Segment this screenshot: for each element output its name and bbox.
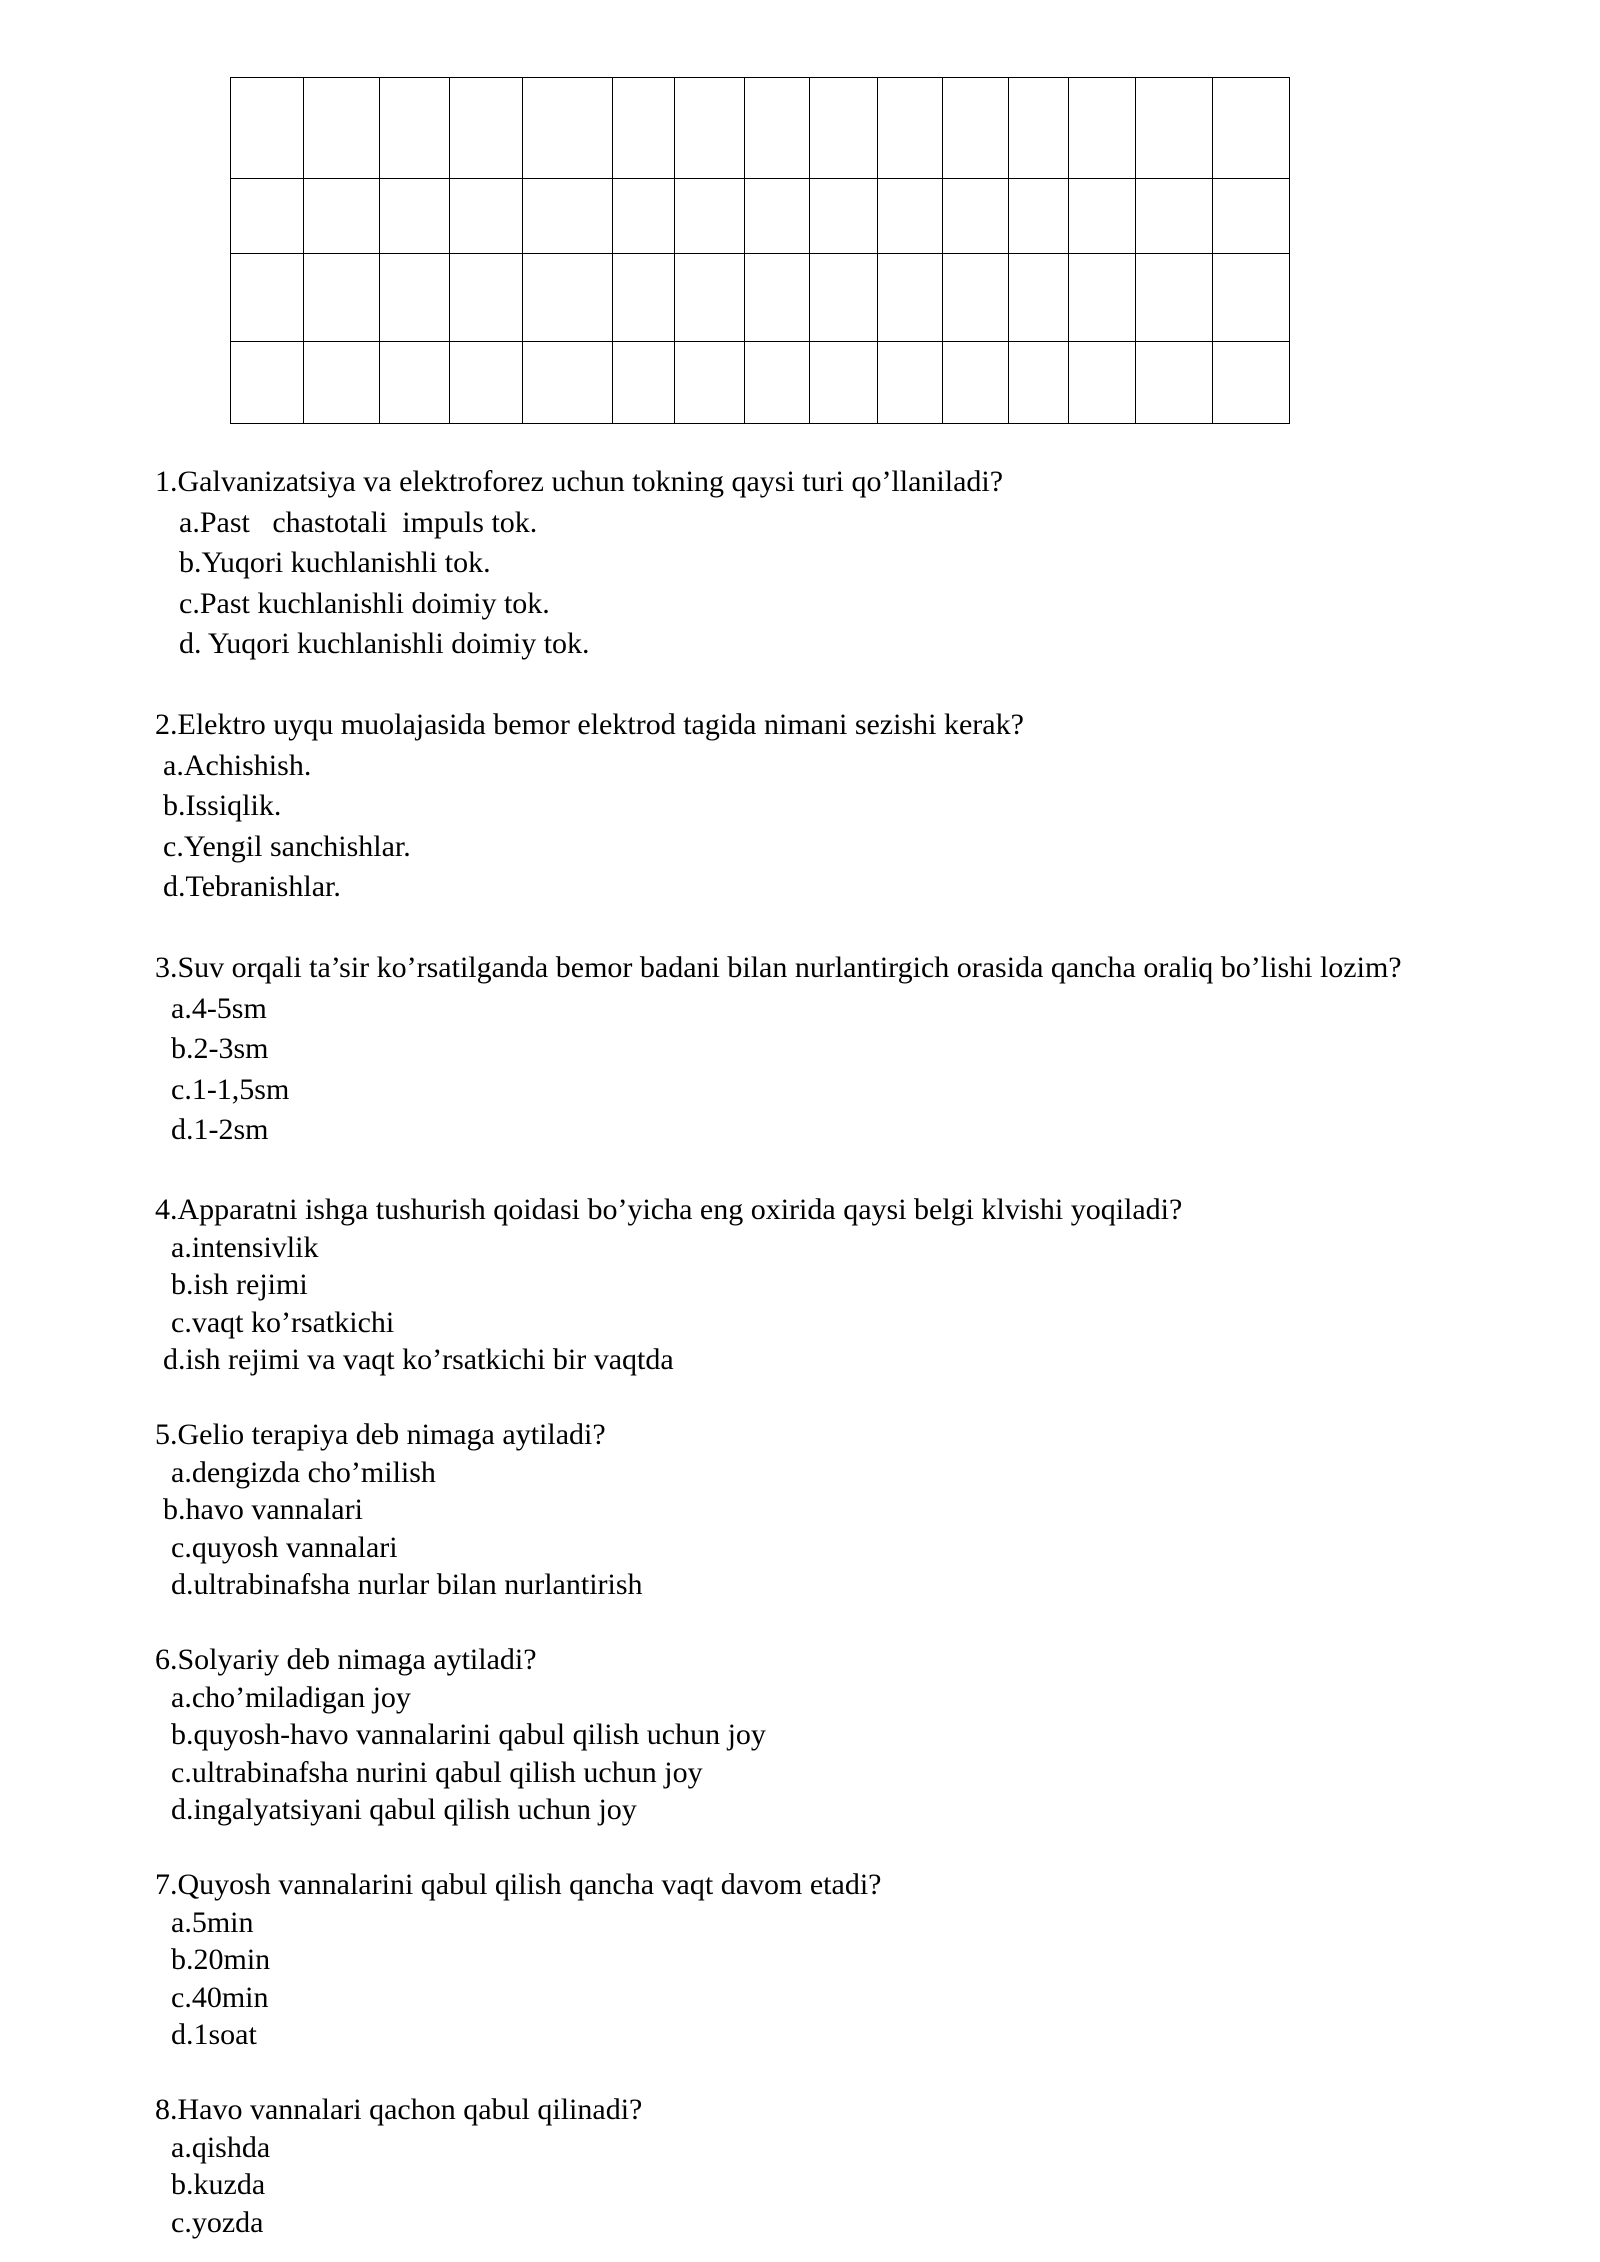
grid-cell	[810, 254, 878, 342]
grid-cell	[613, 179, 675, 254]
option-a: a.4-5sm	[171, 991, 267, 1025]
grid-cell	[878, 342, 943, 424]
question-text: 2.Elektro uyqu muolajasida bemor elektrod tagida nimani sezishi kerak?	[155, 708, 1024, 741]
grid-cell	[450, 254, 523, 342]
grid-cell	[1009, 342, 1069, 424]
grid-cell	[943, 342, 1009, 424]
option-d: d.Tebranishlar.	[163, 870, 341, 903]
question-4	[155, 1191, 1595, 1379]
grid-cell	[1069, 342, 1136, 424]
option-d: d.ultrabinafsha nurlar bilan nurlantirish	[171, 1568, 643, 1601]
question-6	[155, 1641, 1595, 1829]
grid-row	[231, 78, 1290, 179]
grid-cell	[613, 342, 675, 424]
question-8	[155, 2091, 1595, 2241]
grid-cell	[1009, 78, 1069, 179]
grid-row	[231, 342, 1290, 424]
grid-cell	[943, 179, 1009, 254]
grid-cell	[304, 254, 380, 342]
grid-cell	[1069, 254, 1136, 342]
option-c: c.Past kuchlanishli doimiy tok.	[179, 586, 550, 620]
grid-row	[231, 179, 1290, 254]
question-text: 8.Havo vannalari qachon qabul qilinadi?	[155, 2093, 643, 2126]
option-d: d. Yuqori kuchlanishli doimiy tok.	[179, 627, 590, 660]
grid-cell	[380, 179, 450, 254]
option-a: a.dengizda cho’milish	[171, 1455, 436, 1489]
option-a: a.cho’miladigan joy	[171, 1680, 411, 1714]
grid-cell	[878, 254, 943, 342]
option-a: a.5min	[171, 1905, 254, 1939]
grid-cell	[380, 254, 450, 342]
grid-cell	[231, 342, 304, 424]
option-b: b.quyosh-havo vannalarini qabul qilish uchun joy	[171, 1718, 766, 1751]
option-c: c.vaqt ko’rsatkichi	[171, 1305, 395, 1339]
question-text: 3.Suv orqali ta’sir ko’rsatilganda bemor badani bilan nurlantirgich orasida qancha oraliq bo’lishi lozim?	[155, 951, 1402, 984]
grid-cell	[943, 254, 1009, 342]
option-b: b.Issiqlik.	[163, 789, 282, 822]
grid-cell	[1136, 179, 1213, 254]
option-c: c.Yengil sanchishlar.	[163, 829, 411, 863]
grid-cell	[613, 78, 675, 179]
option-b: b.ish rejimi	[171, 1268, 308, 1301]
grid-cell	[231, 179, 304, 254]
grid-cell	[231, 254, 304, 342]
grid-cell	[1213, 254, 1290, 342]
grid-row	[231, 254, 1290, 342]
grid-cell	[1069, 179, 1136, 254]
option-d: d.1soat	[171, 2018, 257, 2051]
grid-cell	[304, 342, 380, 424]
option-c: c.yozda	[171, 2205, 264, 2239]
grid-cell	[675, 254, 745, 342]
question-list	[155, 462, 1595, 2241]
question-7	[155, 1866, 1595, 2054]
question-text: 5.Gelio terapiya deb nimaga aytiladi?	[155, 1418, 606, 1451]
grid-cell	[1136, 342, 1213, 424]
question-5	[155, 1416, 1595, 1604]
option-b: b.kuzda	[171, 2168, 266, 2201]
grid-cell	[745, 179, 810, 254]
grid-cell	[1009, 254, 1069, 342]
grid-cell	[304, 78, 380, 179]
grid-cell	[523, 254, 613, 342]
grid-cell	[675, 342, 745, 424]
grid-cell	[380, 78, 450, 179]
grid-cell	[1213, 78, 1290, 179]
grid-cell	[450, 78, 523, 179]
grid-cell	[1069, 78, 1136, 179]
grid-cell	[810, 342, 878, 424]
option-c: c.ultrabinafsha nurini qabul qilish uchun joy	[171, 1755, 703, 1789]
grid-cell	[745, 342, 810, 424]
grid-cell	[380, 342, 450, 424]
grid-cell	[450, 342, 523, 424]
option-a: a.intensivlik	[171, 1230, 319, 1264]
option-c: c.40min	[171, 1980, 269, 2014]
option-a: a.qishda	[171, 2130, 271, 2164]
option-d: d.ish rejimi va vaqt ko’rsatkichi bir vaqtda	[163, 1343, 674, 1376]
grid-cell	[613, 254, 675, 342]
grid-cell	[943, 78, 1009, 179]
question-3	[155, 948, 1595, 1151]
grid-cell	[745, 78, 810, 179]
option-c: c.1-1,5sm	[171, 1072, 290, 1106]
grid-cell	[1213, 342, 1290, 424]
grid-cell	[745, 254, 810, 342]
grid-cell	[675, 78, 745, 179]
option-a: a.Achishish.	[163, 748, 312, 782]
grid-cell	[810, 179, 878, 254]
grid-cell	[878, 179, 943, 254]
grid-cell	[878, 78, 943, 179]
option-b: b.20min	[171, 1943, 271, 1976]
option-d: d.ingalyatsiyani qabul qilish uchun joy	[171, 1793, 637, 1826]
question-text: 4.Apparatni ishga tushurish qoidasi bo’yicha eng oxirida qaysi belgi klvishi yoqiladi?	[155, 1193, 1183, 1226]
grid-cell	[450, 179, 523, 254]
question-text: 6.Solyariy deb nimaga aytiladi?	[155, 1643, 537, 1676]
grid-cell	[810, 78, 878, 179]
question-2	[155, 705, 1595, 908]
question-1	[155, 462, 1595, 665]
grid-cell	[1136, 78, 1213, 179]
grid-cell	[1213, 179, 1290, 254]
grid-cell	[231, 78, 304, 179]
option-a: a.Past chastotali impuls tok.	[179, 505, 538, 539]
question-text: 7.Quyosh vannalarini qabul qilish qancha vaqt davom etadi?	[155, 1868, 882, 1901]
option-b: b.havo vannalari	[163, 1493, 363, 1526]
answer-grid	[230, 77, 1290, 424]
option-d: d.1-2sm	[171, 1113, 269, 1146]
grid-cell	[304, 179, 380, 254]
question-text: 1.Galvanizatsiya va elektroforez uchun tokning qaysi turi qo’llaniladi?	[155, 465, 1004, 498]
grid-cell	[523, 179, 613, 254]
option-b: b.Yuqori kuchlanishli tok.	[179, 546, 491, 579]
grid-cell	[1136, 254, 1213, 342]
grid-cell	[1009, 179, 1069, 254]
option-c: c.quyosh vannalari	[171, 1530, 398, 1564]
grid-cell	[523, 342, 613, 424]
grid-cell	[523, 78, 613, 179]
grid-cell	[675, 179, 745, 254]
option-b: b.2-3sm	[171, 1032, 269, 1065]
